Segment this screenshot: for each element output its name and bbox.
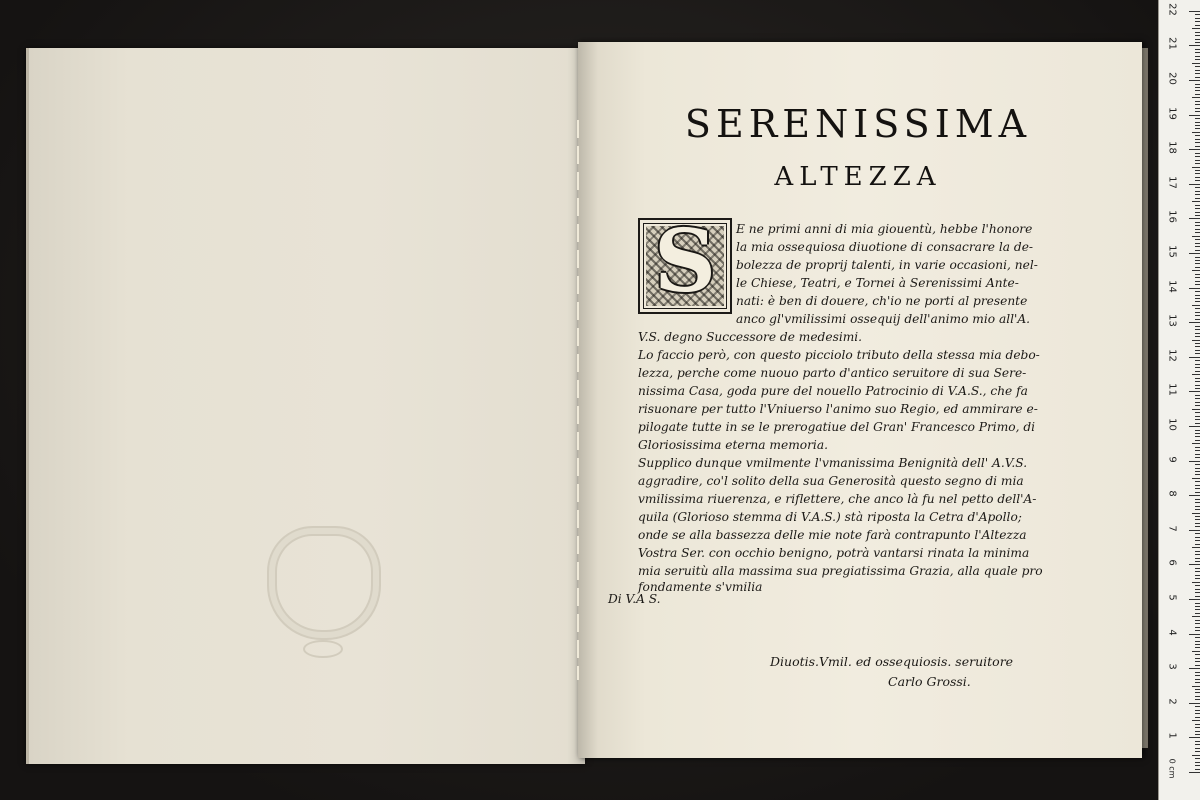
ruler-tick [1195, 644, 1200, 645]
ruler-tick [1192, 201, 1200, 202]
ruler-tick [1189, 495, 1200, 496]
ruler-number: 1 [1166, 732, 1178, 740]
ruler-tick [1195, 412, 1200, 413]
ruler-tick [1195, 544, 1200, 545]
ruler-tick [1189, 218, 1200, 219]
ruler-tick [1195, 554, 1200, 555]
ruler-tick [1195, 146, 1200, 147]
ruler-tick [1195, 360, 1200, 361]
ruler-tick [1195, 308, 1200, 309]
ruler-tick [1195, 679, 1200, 680]
ruler-tick [1195, 346, 1200, 347]
ruler-tick [1195, 212, 1200, 213]
ruler-number: 10 [1166, 418, 1178, 431]
ruler-tick [1195, 326, 1200, 327]
ruler-tick [1195, 433, 1200, 434]
ruler-tick [1195, 575, 1200, 576]
ruler-tick [1195, 589, 1200, 590]
ruler-tick [1195, 692, 1200, 693]
page-title: SERENISSIMA [684, 102, 1032, 146]
ruler-tick [1195, 139, 1200, 140]
page-subtitle: ALTEZZA [774, 162, 942, 192]
ruler-tick [1195, 122, 1200, 123]
ruler-number: 12 [1166, 348, 1178, 362]
ruler-tick [1195, 246, 1200, 247]
ruler-tick [1195, 343, 1200, 344]
ruler-tick [1195, 42, 1200, 43]
ruler-tick [1195, 388, 1200, 389]
ruler-tick [1195, 160, 1200, 161]
ruler-tick [1195, 312, 1200, 313]
ruler-tick [1195, 488, 1200, 489]
ruler-tick [1195, 170, 1200, 171]
ruler-tick [1195, 492, 1200, 493]
scale-ruler [1158, 0, 1200, 800]
ruler-tick [1195, 603, 1200, 604]
body-line: fondamente s'vmilia [638, 580, 763, 594]
ruler-tick [1195, 128, 1200, 129]
ruler-tick [1195, 423, 1200, 424]
ruler-tick [1195, 398, 1200, 399]
ruler-tick [1195, 758, 1200, 759]
ruler-tick [1195, 156, 1200, 157]
body-line: nissima Casa, goda pure del nouello Patrocinio di V.A.S., che fa [638, 384, 1028, 398]
ruler-tick [1195, 277, 1200, 278]
ruler-tick [1195, 717, 1200, 718]
ruler-number: 20 [1166, 72, 1178, 85]
body-line: quila (Glorioso stemma di V.A.S.) stà riposta la Cetra d'Apollo; [638, 510, 1022, 524]
ruler-number: 13 [1166, 314, 1178, 328]
ruler-tick [1195, 613, 1200, 614]
ruler-tick [1195, 450, 1200, 451]
ruler-tick [1195, 658, 1200, 659]
body-line: risuonare per tutto l'Vniuerso l'animo suo Regio, ed ammirare e- [638, 402, 1038, 416]
ruler-tick [1195, 225, 1200, 226]
ruler-tick [1195, 301, 1200, 302]
body-line: Vostra Ser. con occhio benigno, potrà vantarsi rinata la minima [638, 546, 1030, 560]
ruler-tick [1195, 319, 1200, 320]
ruler-tick [1189, 184, 1200, 185]
ruler-tick [1195, 353, 1200, 354]
ruler-tick [1195, 118, 1200, 119]
ruler-tick [1195, 194, 1200, 195]
ruler-tick [1189, 703, 1200, 704]
body-line: Supplico dunque vmilmente l'vmanissima Benignità dell' A.V.S. [638, 456, 1028, 470]
ruler-tick [1195, 485, 1200, 486]
drop-cap [638, 218, 732, 314]
ruler-tick [1195, 173, 1200, 174]
ruler-tick [1195, 727, 1200, 728]
ruler-tick [1192, 132, 1200, 133]
ruler-tick [1195, 641, 1200, 642]
ruler-tick [1195, 568, 1200, 569]
ruler-tick [1195, 215, 1200, 216]
ruler-number: 6 [1166, 559, 1178, 567]
ruler-tick [1195, 637, 1200, 638]
ruler-tick [1195, 222, 1200, 223]
body-line: aggradire, co'l solito della sua Generosità questo segno di mia [638, 474, 1024, 488]
ruler-tick [1189, 599, 1200, 600]
ruler-tick [1195, 661, 1200, 662]
ruler-tick [1189, 149, 1200, 150]
ruler-tick [1195, 232, 1200, 233]
body-line: Lo faccio però, con questo picciolo tributo della stessa mia debo- [638, 348, 1040, 362]
ruler-tick [1195, 724, 1200, 725]
body-line: anco gl'vmilissimi ossequij dell'animo mio all'A. [736, 312, 1031, 326]
right-page [578, 42, 1142, 758]
ruler-tick [1195, 689, 1200, 690]
ruler-number: 8 [1166, 490, 1178, 497]
ruler-tick [1195, 731, 1200, 732]
ruler-tick [1195, 672, 1200, 673]
ruler-tick [1192, 755, 1200, 756]
ruler-tick [1189, 530, 1200, 531]
ruler-tick [1195, 481, 1200, 482]
ruler-tick [1195, 516, 1200, 517]
ruler-tick [1195, 620, 1200, 621]
ruler-tick [1195, 447, 1200, 448]
ruler-tick [1195, 627, 1200, 628]
ruler-tick [1195, 18, 1200, 19]
ruler-tick [1192, 305, 1200, 306]
ruler-tick [1195, 315, 1200, 316]
ruler-tick [1195, 21, 1200, 22]
ruler-tick [1195, 35, 1200, 36]
ruler-tick [1189, 564, 1200, 565]
closing-line: Di V.A S. [608, 592, 661, 606]
ruler-tick [1189, 668, 1200, 669]
ruler-tick [1195, 436, 1200, 437]
ruler-tick [1192, 28, 1200, 29]
ruler-tick [1195, 585, 1200, 586]
ruler-tick [1189, 737, 1200, 738]
ruler-number: 4 [1166, 628, 1178, 636]
ruler-tick [1195, 295, 1200, 296]
ruler-tick [1195, 59, 1200, 60]
body-line: bolezza de proprij talenti, in varie occasioni, nel- [736, 258, 1038, 272]
ruler-tick [1195, 364, 1200, 365]
ruler-tick [1195, 94, 1200, 95]
ruler-tick [1192, 97, 1200, 98]
ruler-tick [1195, 713, 1200, 714]
ruler-tick [1189, 288, 1200, 289]
drop-cap-letter: S [653, 218, 717, 312]
ruler-number: 22 [1166, 2, 1178, 16]
ruler-tick [1195, 350, 1200, 351]
ruler-tick [1195, 229, 1200, 230]
ruler-tick [1195, 385, 1200, 386]
signoff-line: Diuotis.Vmil. ed ossequiosis. seruitore [770, 654, 1014, 669]
ruler-tick [1195, 284, 1200, 285]
ruler-tick [1195, 260, 1200, 261]
ruler-number: 7 [1166, 525, 1178, 532]
ruler-tick [1195, 333, 1200, 334]
ruler-tick [1192, 340, 1200, 341]
ruler-number: 17 [1166, 175, 1178, 189]
ruler-tick [1192, 513, 1200, 514]
ruler-tick [1195, 540, 1200, 541]
ruler-tick [1195, 198, 1200, 199]
ruler-number: 14 [1166, 279, 1178, 293]
body-line: V.S. degno Successore de medesimi. [638, 330, 863, 344]
ruler-tick [1192, 651, 1200, 652]
ruler-tick [1195, 647, 1200, 648]
ruler-tick [1195, 675, 1200, 676]
ruler-tick [1189, 426, 1200, 427]
ruler-tick [1189, 772, 1200, 773]
body-line: Gloriosissima eterna memoria. [638, 438, 828, 452]
author-signature: Carlo Grossi. [888, 674, 971, 689]
ruler-tick [1195, 741, 1200, 742]
ruler-number: 16 [1166, 210, 1178, 224]
left-page [26, 48, 585, 764]
ruler-tick [1189, 357, 1200, 358]
ruler-tick [1195, 748, 1200, 749]
ruler-tick [1195, 263, 1200, 264]
ruler-tick [1195, 14, 1200, 15]
ruler-tick [1195, 49, 1200, 50]
ruler-tick [1195, 180, 1200, 181]
body-line: le Chiese, Teatri, e Tornei à Serenissimi Ante- [736, 276, 1019, 290]
ruler-tick [1189, 80, 1200, 81]
ruler-tick [1195, 56, 1200, 57]
ruler-tick [1195, 744, 1200, 745]
ruler-tick [1195, 699, 1200, 700]
ruler-tick [1195, 101, 1200, 102]
ruler-tick [1195, 291, 1200, 292]
ruler-tick [1195, 596, 1200, 597]
ruler-tick [1195, 84, 1200, 85]
ruler-number: 21 [1166, 37, 1178, 51]
ruler-tick [1195, 682, 1200, 683]
ruler-tick [1189, 253, 1200, 254]
ruler-tick [1195, 558, 1200, 559]
ruler-tick [1195, 257, 1200, 258]
ruler-tick [1195, 623, 1200, 624]
ruler-tick [1195, 523, 1200, 524]
ruler-tick [1195, 70, 1200, 71]
ruler-tick [1195, 509, 1200, 510]
ruler-tick [1195, 108, 1200, 109]
ruler-tick [1192, 374, 1200, 375]
ruler-tick [1195, 571, 1200, 572]
ruler-number: 18 [1166, 141, 1178, 155]
ruler-tick [1195, 561, 1200, 562]
ruler-number: 15 [1166, 245, 1178, 258]
ruler-tick [1195, 243, 1200, 244]
ruler-number: 2 [1166, 698, 1178, 705]
ruler-tick [1195, 336, 1200, 337]
binding-stitches [577, 120, 579, 680]
ruler-tick [1195, 87, 1200, 88]
ruler-tick [1192, 270, 1200, 271]
binding-thread [574, 60, 582, 760]
ruler-tick [1192, 478, 1200, 479]
body-line: lezza, perche come nuouo parto d'antico seruitore di sua Sere- [638, 366, 1027, 380]
ruler-tick [1195, 551, 1200, 552]
ruler-tick [1189, 11, 1200, 12]
ruler-tick [1195, 77, 1200, 78]
ruler-tick [1195, 191, 1200, 192]
ruler-tick [1189, 391, 1200, 392]
ruler-tick [1195, 104, 1200, 105]
ruler-tick [1195, 125, 1200, 126]
ruler-tick [1192, 720, 1200, 721]
ruler-number: 3 [1166, 663, 1178, 670]
ruler-tick [1195, 281, 1200, 282]
ruler-number: 11 [1166, 383, 1178, 397]
ruler-tick [1195, 419, 1200, 420]
ruler-tick [1195, 502, 1200, 503]
ruler-tick [1195, 762, 1200, 763]
ruler-tick [1192, 686, 1200, 687]
ruler-tick [1195, 765, 1200, 766]
ruler-tick [1195, 592, 1200, 593]
ruler-tick [1195, 706, 1200, 707]
ruler-tick [1195, 371, 1200, 372]
body-line: mia seruitù alla massima sua pregiatissima Grazia, alla quale pro [638, 564, 1043, 578]
ruler-tick [1195, 52, 1200, 53]
ruler-tick [1195, 430, 1200, 431]
ruler-tick [1192, 547, 1200, 548]
ruler-tick [1195, 205, 1200, 206]
show-through-crest [267, 526, 381, 640]
ruler-tick [1195, 457, 1200, 458]
ruler-tick [1195, 630, 1200, 631]
ruler-tick [1195, 135, 1200, 136]
ruler-number: 5 [1166, 594, 1178, 601]
body-line: nati: è ben di douere, ch'io ne porti al presente [736, 294, 1028, 308]
ruler-tick [1195, 66, 1200, 67]
ruler-tick [1195, 416, 1200, 417]
ruler-tick [1189, 461, 1200, 462]
ruler-tick [1195, 239, 1200, 240]
ruler-unit-label: 0 cm [1167, 758, 1177, 779]
body-line: la mia ossequiosa diuotione di consacrare la de- [736, 240, 1034, 254]
ruler-tick [1195, 381, 1200, 382]
ruler-tick [1195, 609, 1200, 610]
ruler-tick [1195, 39, 1200, 40]
ruler-tick [1195, 464, 1200, 465]
ruler-tick [1195, 751, 1200, 752]
ruler-tick [1195, 250, 1200, 251]
ruler-tick [1195, 177, 1200, 178]
ruler-number: 19 [1166, 106, 1178, 120]
ruler-tick [1195, 440, 1200, 441]
ruler-tick [1195, 395, 1200, 396]
ruler-tick [1192, 443, 1200, 444]
ruler-tick [1195, 734, 1200, 735]
show-through-ornament [303, 640, 343, 658]
ruler-tick [1195, 665, 1200, 666]
body-line: vmilissima riuerenza, e riflettere, che anco là fu nel petto dell'A- [638, 492, 1037, 506]
ruler-tick [1195, 153, 1200, 154]
ruler-tick [1195, 769, 1200, 770]
ruler-tick [1189, 115, 1200, 116]
ruler-tick [1195, 187, 1200, 188]
ruler-tick [1195, 73, 1200, 74]
ruler-tick [1195, 402, 1200, 403]
ruler-tick [1195, 468, 1200, 469]
ruler-tick [1195, 578, 1200, 579]
body-line: E ne primi anni di mia giouentù, hebbe l'honore [736, 222, 1033, 236]
ruler-tick [1195, 471, 1200, 472]
ruler-tick [1195, 267, 1200, 268]
ruler-tick [1195, 526, 1200, 527]
ruler-tick [1195, 298, 1200, 299]
ruler-tick [1195, 499, 1200, 500]
ruler-tick [1195, 519, 1200, 520]
ruler-tick [1195, 710, 1200, 711]
ruler-tick [1195, 111, 1200, 112]
ruler-tick [1195, 329, 1200, 330]
ruler-tick [1195, 506, 1200, 507]
ruler-tick [1195, 367, 1200, 368]
body-line: onde se alla bassezza delle mie note farà contrapunto l'Altezza [638, 528, 1027, 542]
ruler-tick [1195, 25, 1200, 26]
ruler-tick [1195, 90, 1200, 91]
ruler-number: 9 [1166, 455, 1178, 463]
ruler-tick [1192, 63, 1200, 64]
ruler-tick [1195, 274, 1200, 275]
ruler-tick [1195, 405, 1200, 406]
ruler-tick [1195, 378, 1200, 379]
ruler-tick [1195, 474, 1200, 475]
ruler-tick [1192, 616, 1200, 617]
ruler-tick [1195, 454, 1200, 455]
ruler-tick [1195, 654, 1200, 655]
right-page-edge [1142, 48, 1148, 748]
ruler-tick [1192, 582, 1200, 583]
ruler-tick [1195, 32, 1200, 33]
ruler-tick [1195, 142, 1200, 143]
ruler-tick [1192, 236, 1200, 237]
ruler-tick [1189, 45, 1200, 46]
ruler-tick [1189, 322, 1200, 323]
body-line: pilogate tutte in se le prerogatiue del Gran' Francesco Primo, di [638, 420, 1036, 434]
ruler-tick [1195, 163, 1200, 164]
ruler-tick [1192, 167, 1200, 168]
ruler-tick [1195, 537, 1200, 538]
ruler-tick [1195, 533, 1200, 534]
ruler-tick [1195, 606, 1200, 607]
ruler-tick [1195, 696, 1200, 697]
ruler-tick [1192, 409, 1200, 410]
ruler-tick [1195, 208, 1200, 209]
ruler-tick [1189, 634, 1200, 635]
